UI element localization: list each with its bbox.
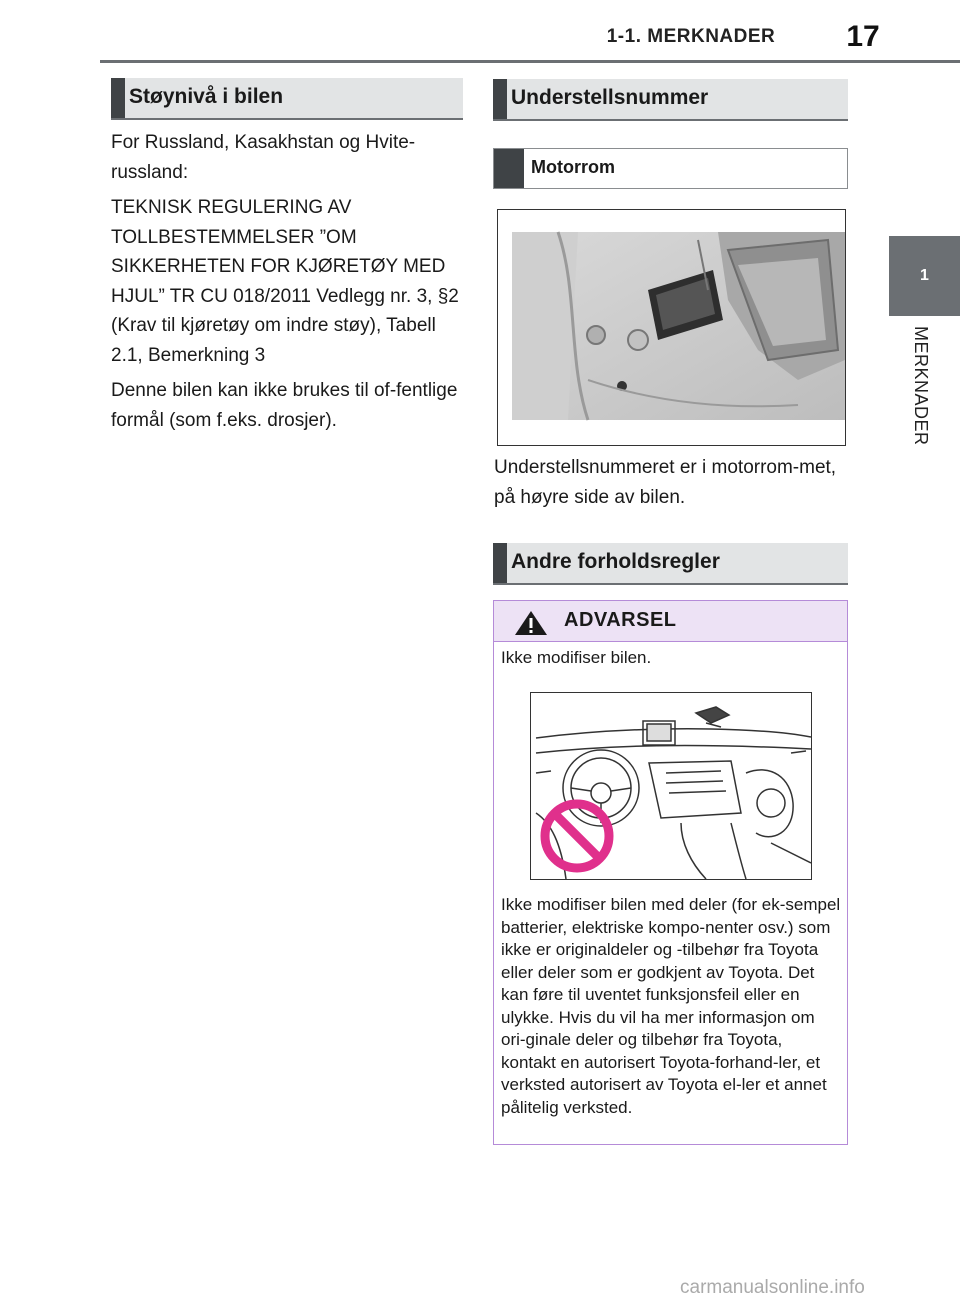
subheading-engine-compartment	[493, 148, 848, 189]
section-heading-vin-text: Understellsnummer	[511, 86, 709, 109]
section-heading-precautions-text: Andre forholdsregler	[511, 550, 720, 573]
warning-header	[494, 601, 847, 642]
chapter-tab-label: MERKNADER	[911, 326, 931, 446]
noise-paragraph-3: Denne bilen kan ikke brukes til of-fentlige formål (som f.eks. drosjer).	[111, 380, 458, 431]
header-section-title: 1-1. MERKNADER	[606, 26, 776, 47]
warning-body: Ikke modifiser bilen med deler (for ek-sempel batterier, elektriske kompo-nenter osv.) som ikke er originaldeler og -tilbehør fra Toyota eller deler som er godkjent av Toyota. Det kan føre til uventet funksjonsfeil eller en ulykke. Hvis du vil ha mer informasjon om ori-ginale deler og tilbehør fra Toyota, kontakt en autorisert Toyota-forhand-ler, et verksted autorisert av Toyota el-ler et annet pålitelig verksted.	[501, 895, 841, 1117]
section-heading-vin	[493, 79, 848, 121]
chapter-tab	[889, 236, 960, 316]
section-heading-noise-text: Støynivå i bilen	[129, 85, 284, 108]
warning-box	[493, 600, 848, 1145]
noise-section-body	[111, 128, 463, 441]
warning-title: ADVARSEL	[564, 609, 677, 631]
engine-compartment-drawing	[498, 210, 845, 445]
section-heading-noise	[111, 78, 463, 120]
chapter-tab-number: 1	[920, 267, 929, 284]
heading-bar	[493, 79, 507, 119]
warning-intro: Ikke modifiser bilen.	[501, 648, 652, 667]
warning-triangle-icon	[514, 610, 548, 636]
heading-bar	[493, 543, 507, 583]
engine-compartment-illustration	[497, 209, 846, 446]
header-rule	[100, 60, 960, 63]
page-number: 17	[846, 20, 880, 53]
prohibition-icon	[538, 797, 616, 875]
subheading-engine-compartment-text: Motorrom	[531, 157, 615, 177]
heading-bar	[111, 78, 125, 118]
vin-location-caption: Understellsnummeret er i motorrom-met, på høyre side av bilen.	[494, 457, 837, 508]
noise-paragraph-1: For Russland, Kasakhstan og Hvite-russland:	[111, 132, 416, 183]
section-heading-precautions	[493, 543, 848, 585]
watermark: carmanualsonline.info	[680, 1277, 865, 1298]
noise-paragraph-2: TEKNISK REGULERING AV TOLLBESTEMMELSER ”OM SIKKERHETEN FOR KJØRETØY MED HJUL” TR CU 018/2011 Vedlegg nr. 3, §2 (Krav til kjøretøy om indre støy), Tabell 2.1, Bemerkning 3	[111, 197, 459, 366]
subheading-bar	[494, 149, 524, 188]
